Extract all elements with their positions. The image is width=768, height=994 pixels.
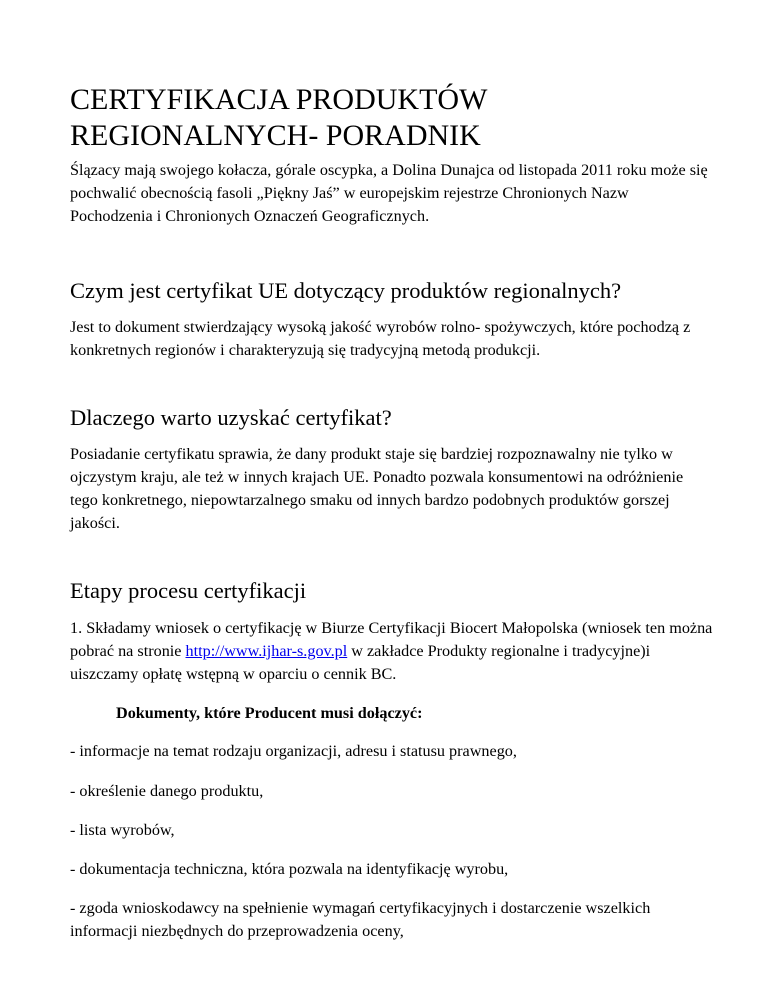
page-title (70, 82, 710, 154)
title-line-2: REGIONALNYCH- PORADNIK (70, 119, 481, 152)
documents-heading: Dokumenty, które Producent musi dołączyć: (116, 704, 423, 722)
title-line-1: CERTYFIKACJA PRODUKTÓW (70, 83, 488, 116)
step-1-paragraph (70, 617, 715, 686)
section-text-certificate: Jest to dokument stwierdzający wysoką jakość wyrobów rolno- spożywczych, które pochodzą z konkretnych regionów i charakteryzują się tradycyjną metodą produkcji. (70, 318, 691, 359)
section-heading-certificate: Czym jest certyfikat UE dotyczący produktów regionalnych? (70, 278, 622, 303)
ijhar-link[interactable]: http://www.ijhar-s.gov.pl (185, 642, 348, 660)
list-item: - określenie danego produktu, (70, 782, 264, 800)
list-item: - informacje na temat rodzaju organizacji, adresu i statusu prawnego, (70, 742, 517, 760)
intro-paragraph: Ślązacy mają swojego kołacza, górale oscypka, a Dolina Dunajca od listopada 2011 roku może się pochwalić obecnością fasoli „Piękny Jaś” w europejskim rejestrze Chronionych Nazw Pochodzenia i Chronionych Oznaczeń Geograficznych. (70, 161, 708, 225)
step-1-text-after: w zakładce Produkty regionalne i tradycyjne)i uiszczamy opłatę wstępną w oparciu o cennik BC. (70, 642, 651, 683)
list-item: - lista wyrobów, (70, 821, 175, 839)
section-text-why: Posiadanie certyfikatu sprawia, że dany produkt staje się bardziej rozpoznawalny nie tylko w ojczystym kraju, ale też w innych krajach UE. Ponadto pozwala konsumentowi na odróżnienie tego konkretnego, niepowtarzalnego smaku od innych bardzo podobnych produktów gorszej jakości. (70, 445, 684, 532)
step-1-text-before: 1. Składamy wniosek o certyfikację w Biurze Certyfikacji Biocert Małopolska (wniosek ten można pobrać na stronie (70, 619, 713, 660)
section-heading-why: Dlaczego warto uzyskać certyfikat? (70, 405, 392, 430)
list-item: - zgoda wnioskodawcy na spełnienie wymagań certyfikacyjnych i dostarczenie wszelkich informacji niezbędnych do przeprowadzenia oceny, (70, 899, 651, 940)
list-item: - dokumentacja techniczna, która pozwala na identyfikację wyrobu, (70, 860, 509, 878)
section-heading-stages: Etapy procesu certyfikacji (70, 578, 307, 603)
